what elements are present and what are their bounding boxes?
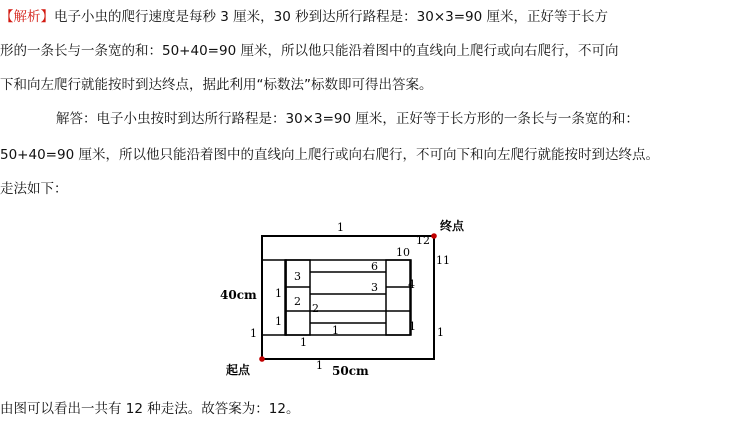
label-1-inner-mid: 1: [332, 324, 339, 337]
label-1-outer-left: 1: [250, 327, 257, 340]
end-label: 终点: [440, 219, 465, 233]
label-top: 1: [337, 221, 344, 234]
label-6: 6: [371, 260, 378, 273]
width-label: 50cm: [332, 364, 369, 378]
label-10: 10: [396, 246, 410, 259]
label-11: 11: [436, 254, 450, 267]
label-1-left-a: 1: [275, 287, 282, 300]
label-2-left: 2: [294, 295, 301, 308]
conclusion: 由图可以看出一共有 12 种走法。故答案为：12。: [0, 401, 300, 417]
analysis-line-1: 【解析】电子小虫的爬行速度是每秒 3 厘米，30 秒到达所行路程是：30×3=90 厘米，正好等于长方: [0, 9, 608, 25]
start-point: [259, 356, 265, 362]
right-column: [386, 260, 410, 335]
answer-line-1: 解答：电子小虫按时到达所行路程是：30×3=90 厘米，正好等于长方形的一条长与一条宽的和：: [56, 111, 639, 127]
label-4: 4: [408, 278, 415, 291]
label-1-bottom: 1: [316, 359, 323, 372]
label-3-left: 3: [294, 270, 301, 283]
label-1-left-b: 1: [275, 315, 282, 328]
analysis-line-3: 下和向左爬行就能按时到达终点，据此利用“标数法”标数即可得出答案。: [0, 77, 433, 93]
label-1-inner-left: 1: [300, 336, 307, 349]
label-2-right: 2: [312, 302, 319, 315]
left-box: [262, 260, 286, 335]
answer-line-2: 50+40=90 厘米，所以他只能沿着图中的直线向上爬行或向右爬行，不可向下和向左爬行就能按时到达终点。: [0, 147, 659, 163]
label-3-right: 3: [371, 281, 378, 294]
start-label: 起点: [226, 363, 251, 377]
analysis-line-2: 形的一条长与一条宽的和：50+40=90 厘米，所以他只能沿着图中的直线向上爬行或向右爬行，不可向: [0, 43, 619, 59]
answer-line-3: 走法如下：: [0, 181, 68, 197]
end-point: [431, 233, 437, 239]
path-diagram: [210, 212, 500, 380]
label-12: 12: [416, 234, 430, 247]
analysis-tag: 【解析】: [0, 9, 54, 25]
height-label: 40cm: [220, 288, 257, 302]
label-1-right-inner: 1: [409, 320, 416, 333]
label-1-right-bottom: 1: [437, 326, 444, 339]
